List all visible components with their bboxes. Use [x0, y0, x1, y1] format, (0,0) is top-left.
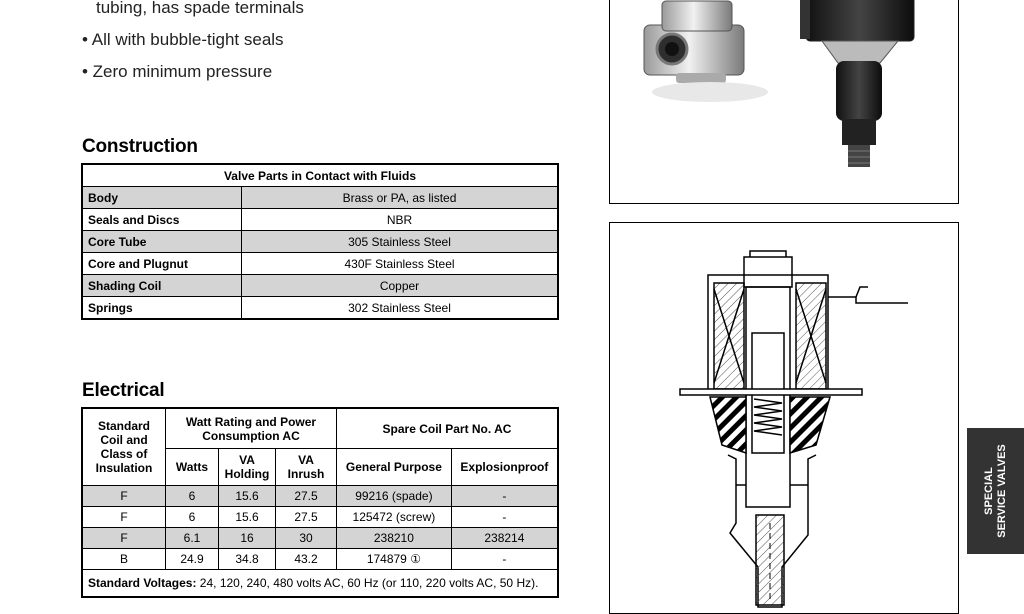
table-row — [82, 486, 558, 507]
part-cell: Body — [82, 187, 242, 209]
general-cell: 238210 — [337, 528, 452, 549]
class-cell: F — [82, 507, 166, 528]
part-cell: Core and Plugnut — [82, 253, 242, 275]
valve-photo-illustration — [610, 0, 958, 203]
part-cell: Core Tube — [82, 231, 242, 253]
general-purpose-header: General Purpose — [337, 449, 452, 486]
explosionproof-header: Explosionproof — [451, 449, 558, 486]
explosionproof-cell: - — [451, 486, 558, 507]
watts-cell: 6 — [166, 486, 219, 507]
table-row — [82, 507, 558, 528]
va-holding-cell: 15.6 — [219, 486, 276, 507]
material-cell: Brass or PA, as listed — [242, 187, 559, 209]
table-row — [82, 253, 558, 275]
electrical-heading: Electrical — [82, 380, 165, 401]
section-tab-label: SPECIAL SERVICE VALVES — [982, 444, 1008, 538]
table-row — [82, 187, 558, 209]
explosionproof-cell: 238214 — [451, 528, 558, 549]
material-cell: 305 Stainless Steel — [242, 231, 559, 253]
material-cell: 302 Stainless Steel — [242, 297, 559, 320]
table-row — [82, 297, 558, 320]
cross-section-drawing — [609, 222, 959, 614]
class-cell: B — [82, 549, 166, 570]
spare-coil-header: Spare Coil Part No. AC — [337, 408, 559, 449]
va-inrush-cell: 27.5 — [276, 486, 337, 507]
va-holding-header: VA Holding — [219, 449, 276, 486]
material-cell: Copper — [242, 275, 559, 297]
product-photo — [609, 0, 959, 204]
watts-cell: 6 — [166, 507, 219, 528]
va-inrush-cell: 30 — [276, 528, 337, 549]
general-cell: 99216 (spade) — [337, 486, 452, 507]
table-row — [82, 549, 558, 570]
bullet-1: tubing, has spade terminals — [96, 0, 304, 17]
material-cell: NBR — [242, 209, 559, 231]
valve-cross-section-illustration — [610, 223, 958, 613]
construction-table-title: Valve Parts in Contact with Fluids — [82, 164, 558, 187]
part-cell: Shading Coil — [82, 275, 242, 297]
voltages-text: 24, 120, 240, 480 volts AC, 60 Hz (or 110, 220 volts AC, 50 Hz). — [196, 576, 539, 590]
table-row — [82, 528, 558, 549]
section-tab — [967, 428, 1024, 554]
watts-header: Watts — [166, 449, 219, 486]
std-coil-header: Standard Coil and Class of Insulation — [82, 408, 166, 486]
explosionproof-cell: - — [451, 507, 558, 528]
construction-heading: Construction — [82, 136, 198, 157]
watt-rating-header: Watt Rating and Power Consumption AC — [166, 408, 337, 449]
voltages-label: Standard Voltages: — [88, 576, 197, 590]
va-inrush-cell: 43.2 — [276, 549, 337, 570]
material-cell: 430F Stainless Steel — [242, 253, 559, 275]
va-inrush-header: VA Inrush — [276, 449, 337, 486]
va-holding-cell: 15.6 — [219, 507, 276, 528]
va-inrush-cell: 27.5 — [276, 507, 337, 528]
va-holding-cell: 34.8 — [219, 549, 276, 570]
bullet-2: • All with bubble-tight seals — [82, 30, 284, 49]
table-row — [82, 275, 558, 297]
va-holding-cell: 16 — [219, 528, 276, 549]
watts-cell: 6.1 — [166, 528, 219, 549]
class-cell: F — [82, 528, 166, 549]
general-cell: 125472 (screw) — [337, 507, 452, 528]
bullet-3: • Zero minimum pressure — [82, 62, 273, 81]
watts-cell: 24.9 — [166, 549, 219, 570]
table-row — [82, 209, 558, 231]
construction-table — [81, 163, 559, 320]
explosionproof-cell: - — [451, 549, 558, 570]
electrical-table — [81, 407, 559, 598]
voltages-note — [82, 570, 558, 598]
class-cell: F — [82, 486, 166, 507]
feature-bullets — [82, 0, 304, 88]
table-row — [82, 231, 558, 253]
general-cell: 174879 ① — [337, 549, 452, 570]
part-cell: Springs — [82, 297, 242, 320]
part-cell: Seals and Discs — [82, 209, 242, 231]
